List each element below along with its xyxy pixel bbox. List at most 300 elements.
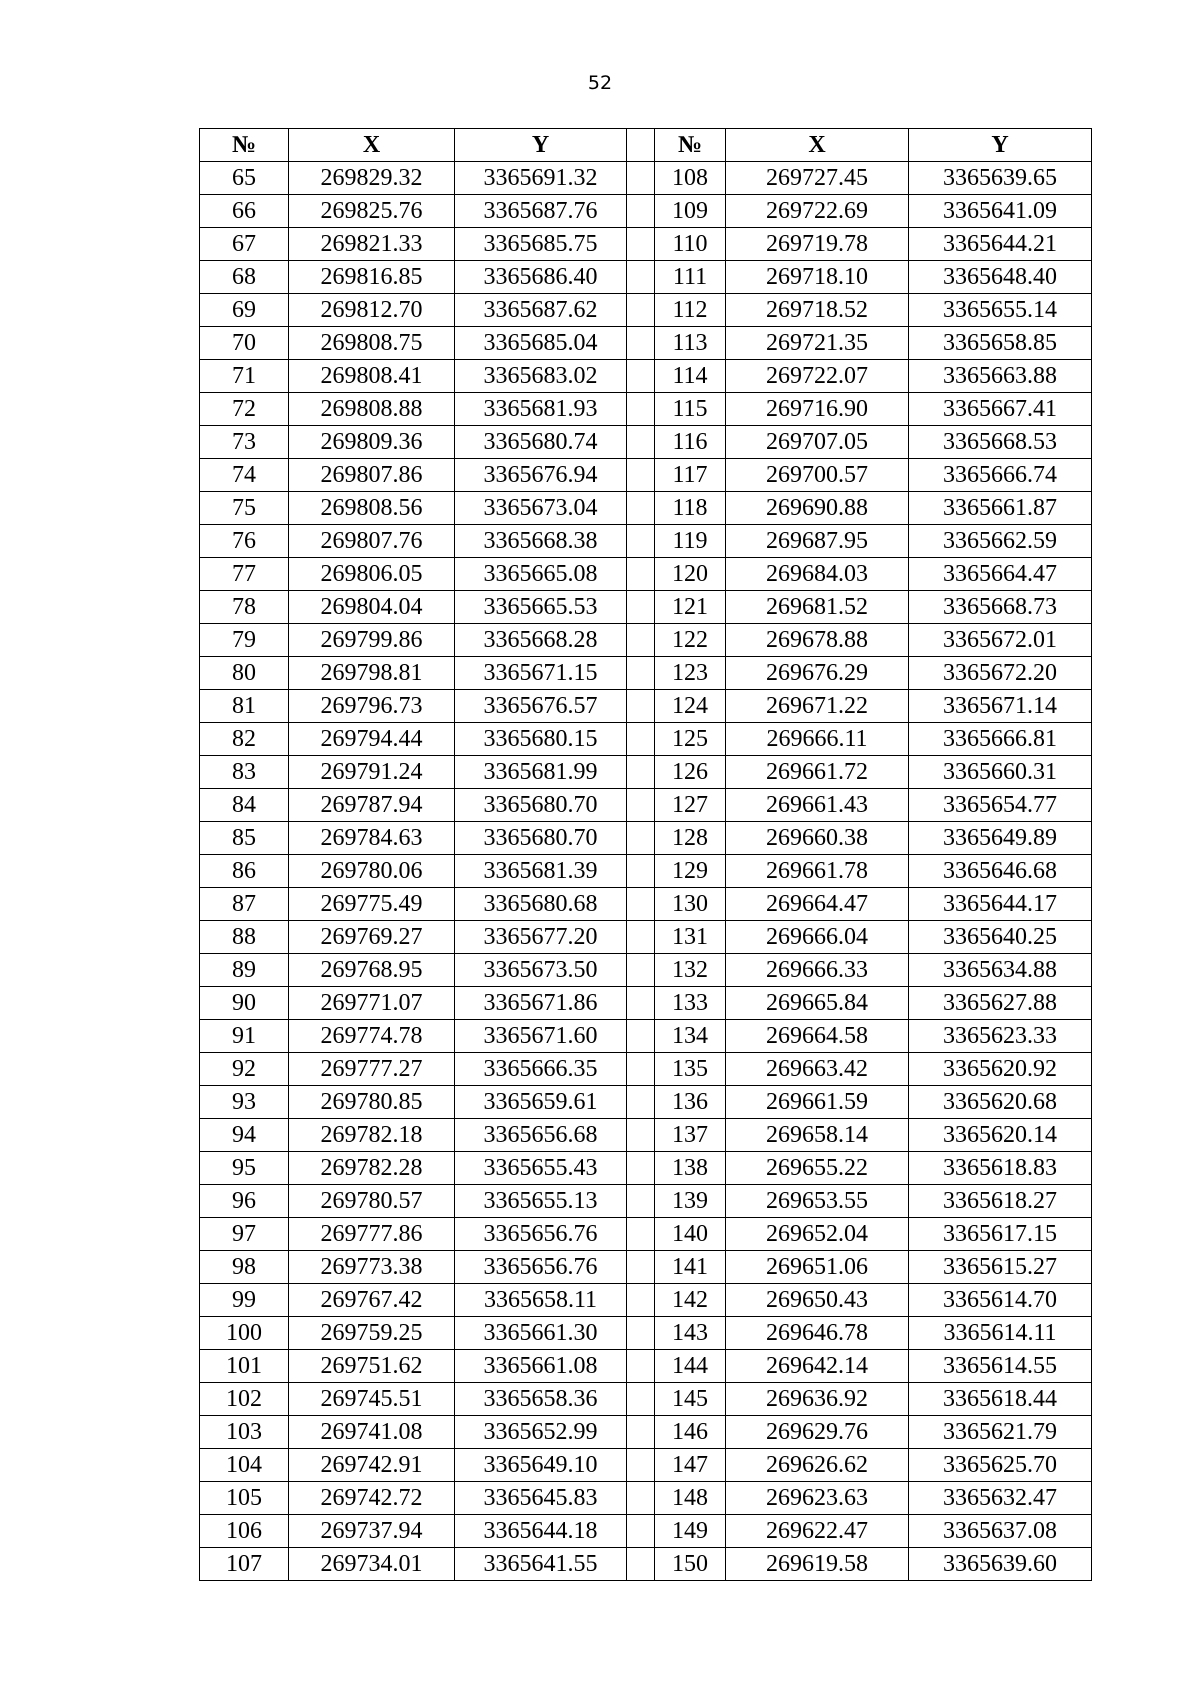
cell-x-left: 269825.76 xyxy=(289,195,455,228)
cell-x-right: 269690.88 xyxy=(726,492,909,525)
cell-y-left: 3365656.76 xyxy=(455,1218,627,1251)
cell-number-left: 69 xyxy=(200,294,289,327)
cell-y-left: 3365668.38 xyxy=(455,525,627,558)
cell-number-left: 81 xyxy=(200,690,289,723)
cell-number-right: 126 xyxy=(655,756,726,789)
cell-separator xyxy=(627,657,655,690)
cell-x-left: 269807.76 xyxy=(289,525,455,558)
cell-y-left: 3365659.61 xyxy=(455,1086,627,1119)
cell-x-left: 269751.62 xyxy=(289,1350,455,1383)
cell-number-right: 143 xyxy=(655,1317,726,1350)
table-row xyxy=(200,261,1092,294)
cell-separator xyxy=(627,1482,655,1515)
cell-y-left: 3365666.35 xyxy=(455,1053,627,1086)
cell-x-right: 269700.57 xyxy=(726,459,909,492)
cell-y-left: 3365680.74 xyxy=(455,426,627,459)
cell-y-right: 3365620.92 xyxy=(909,1053,1092,1086)
cell-x-left: 269759.25 xyxy=(289,1317,455,1350)
table-row xyxy=(200,426,1092,459)
cell-x-right: 269664.58 xyxy=(726,1020,909,1053)
table-row xyxy=(200,1383,1092,1416)
cell-number-right: 150 xyxy=(655,1548,726,1581)
cell-y-right: 3365660.31 xyxy=(909,756,1092,789)
cell-y-left: 3365661.30 xyxy=(455,1317,627,1350)
table-header-row xyxy=(200,129,1092,162)
cell-x-left: 269806.05 xyxy=(289,558,455,591)
table-row xyxy=(200,855,1092,888)
cell-x-right: 269684.03 xyxy=(726,558,909,591)
cell-x-right: 269716.90 xyxy=(726,393,909,426)
cell-x-right: 269660.38 xyxy=(726,822,909,855)
cell-y-left: 3365658.11 xyxy=(455,1284,627,1317)
table-row xyxy=(200,1152,1092,1185)
cell-number-left: 102 xyxy=(200,1383,289,1416)
cell-y-left: 3365691.32 xyxy=(455,162,627,195)
cell-number-left: 67 xyxy=(200,228,289,261)
cell-x-left: 269771.07 xyxy=(289,987,455,1020)
cell-number-right: 112 xyxy=(655,294,726,327)
cell-separator xyxy=(627,1515,655,1548)
table-body xyxy=(200,162,1092,1581)
table-row xyxy=(200,1284,1092,1317)
table-row xyxy=(200,1515,1092,1548)
cell-separator xyxy=(627,1548,655,1581)
cell-x-left: 269777.86 xyxy=(289,1218,455,1251)
cell-number-right: 138 xyxy=(655,1152,726,1185)
cell-separator xyxy=(627,459,655,492)
header-y-left: Y xyxy=(455,129,627,162)
cell-y-left: 3365671.15 xyxy=(455,657,627,690)
cell-number-left: 77 xyxy=(200,558,289,591)
cell-x-right: 269678.88 xyxy=(726,624,909,657)
cell-separator xyxy=(627,1350,655,1383)
cell-x-left: 269784.63 xyxy=(289,822,455,855)
cell-separator xyxy=(627,822,655,855)
cell-number-left: 93 xyxy=(200,1086,289,1119)
cell-x-right: 269629.76 xyxy=(726,1416,909,1449)
cell-separator xyxy=(627,228,655,261)
cell-x-left: 269829.32 xyxy=(289,162,455,195)
cell-y-right: 3365634.88 xyxy=(909,954,1092,987)
cell-x-right: 269727.45 xyxy=(726,162,909,195)
table-row xyxy=(200,954,1092,987)
table-row xyxy=(200,459,1092,492)
cell-y-left: 3365681.93 xyxy=(455,393,627,426)
cell-y-left: 3365676.94 xyxy=(455,459,627,492)
cell-x-left: 269799.86 xyxy=(289,624,455,657)
cell-y-right: 3365639.65 xyxy=(909,162,1092,195)
cell-y-right: 3365617.15 xyxy=(909,1218,1092,1251)
cell-x-right: 269721.35 xyxy=(726,327,909,360)
cell-y-right: 3365663.88 xyxy=(909,360,1092,393)
table-row xyxy=(200,228,1092,261)
cell-number-right: 114 xyxy=(655,360,726,393)
cell-number-right: 116 xyxy=(655,426,726,459)
cell-number-right: 145 xyxy=(655,1383,726,1416)
cell-x-right: 269719.78 xyxy=(726,228,909,261)
cell-separator xyxy=(627,888,655,921)
cell-y-right: 3365614.70 xyxy=(909,1284,1092,1317)
cell-x-right: 269619.58 xyxy=(726,1548,909,1581)
cell-x-left: 269794.44 xyxy=(289,723,455,756)
cell-y-right: 3365614.55 xyxy=(909,1350,1092,1383)
cell-y-left: 3365649.10 xyxy=(455,1449,627,1482)
cell-y-right: 3365668.73 xyxy=(909,591,1092,624)
cell-separator xyxy=(627,426,655,459)
table-row xyxy=(200,558,1092,591)
cell-number-left: 66 xyxy=(200,195,289,228)
cell-number-right: 115 xyxy=(655,393,726,426)
cell-number-right: 146 xyxy=(655,1416,726,1449)
cell-number-left: 72 xyxy=(200,393,289,426)
cell-y-left: 3365665.53 xyxy=(455,591,627,624)
cell-y-right: 3365640.25 xyxy=(909,921,1092,954)
header-y-right: Y xyxy=(909,129,1092,162)
cell-number-left: 92 xyxy=(200,1053,289,1086)
cell-y-left: 3365685.04 xyxy=(455,327,627,360)
cell-x-left: 269809.36 xyxy=(289,426,455,459)
cell-y-right: 3365662.59 xyxy=(909,525,1092,558)
cell-y-left: 3365687.62 xyxy=(455,294,627,327)
cell-number-right: 149 xyxy=(655,1515,726,1548)
cell-number-left: 83 xyxy=(200,756,289,789)
cell-x-left: 269812.70 xyxy=(289,294,455,327)
cell-number-right: 135 xyxy=(655,1053,726,1086)
cell-y-right: 3365668.53 xyxy=(909,426,1092,459)
cell-number-right: 124 xyxy=(655,690,726,723)
cell-y-left: 3365680.70 xyxy=(455,822,627,855)
cell-y-left: 3365641.55 xyxy=(455,1548,627,1581)
cell-number-left: 94 xyxy=(200,1119,289,1152)
cell-separator xyxy=(627,1020,655,1053)
cell-number-right: 110 xyxy=(655,228,726,261)
cell-y-right: 3365623.33 xyxy=(909,1020,1092,1053)
cell-number-left: 65 xyxy=(200,162,289,195)
cell-x-right: 269646.78 xyxy=(726,1317,909,1350)
table-row xyxy=(200,756,1092,789)
table-row xyxy=(200,1548,1092,1581)
cell-y-right: 3365667.41 xyxy=(909,393,1092,426)
cell-y-right: 3365615.27 xyxy=(909,1251,1092,1284)
header-separator xyxy=(627,129,655,162)
cell-x-right: 269722.07 xyxy=(726,360,909,393)
cell-number-right: 117 xyxy=(655,459,726,492)
cell-x-left: 269780.57 xyxy=(289,1185,455,1218)
cell-separator xyxy=(627,1383,655,1416)
cell-x-left: 269808.41 xyxy=(289,360,455,393)
cell-y-right: 3365618.83 xyxy=(909,1152,1092,1185)
cell-x-right: 269652.04 xyxy=(726,1218,909,1251)
cell-x-left: 269791.24 xyxy=(289,756,455,789)
table-row xyxy=(200,393,1092,426)
cell-separator xyxy=(627,624,655,657)
cell-y-left: 3365686.40 xyxy=(455,261,627,294)
cell-x-left: 269807.86 xyxy=(289,459,455,492)
cell-x-right: 269636.92 xyxy=(726,1383,909,1416)
cell-y-right: 3365671.14 xyxy=(909,690,1092,723)
cell-y-left: 3365655.13 xyxy=(455,1185,627,1218)
cell-x-left: 269780.06 xyxy=(289,855,455,888)
cell-number-left: 101 xyxy=(200,1350,289,1383)
cell-x-right: 269661.59 xyxy=(726,1086,909,1119)
cell-separator xyxy=(627,1416,655,1449)
table-row xyxy=(200,921,1092,954)
cell-x-right: 269661.72 xyxy=(726,756,909,789)
cell-x-right: 269661.78 xyxy=(726,855,909,888)
cell-number-right: 144 xyxy=(655,1350,726,1383)
table-row xyxy=(200,162,1092,195)
cell-y-right: 3365666.81 xyxy=(909,723,1092,756)
cell-number-right: 140 xyxy=(655,1218,726,1251)
table-row xyxy=(200,1251,1092,1284)
cell-x-right: 269707.05 xyxy=(726,426,909,459)
cell-y-right: 3365621.79 xyxy=(909,1416,1092,1449)
cell-number-right: 120 xyxy=(655,558,726,591)
cell-y-left: 3365676.57 xyxy=(455,690,627,723)
cell-number-right: 147 xyxy=(655,1449,726,1482)
cell-x-right: 269666.33 xyxy=(726,954,909,987)
cell-number-left: 82 xyxy=(200,723,289,756)
cell-separator xyxy=(627,1251,655,1284)
cell-number-right: 119 xyxy=(655,525,726,558)
cell-separator xyxy=(627,360,655,393)
cell-y-left: 3365656.68 xyxy=(455,1119,627,1152)
cell-number-right: 134 xyxy=(655,1020,726,1053)
cell-y-left: 3365658.36 xyxy=(455,1383,627,1416)
cell-y-left: 3365668.28 xyxy=(455,624,627,657)
cell-number-left: 104 xyxy=(200,1449,289,1482)
cell-x-right: 269665.84 xyxy=(726,987,909,1020)
cell-number-right: 108 xyxy=(655,162,726,195)
cell-x-left: 269768.95 xyxy=(289,954,455,987)
cell-y-left: 3365656.76 xyxy=(455,1251,627,1284)
cell-number-right: 127 xyxy=(655,789,726,822)
cell-y-right: 3365672.01 xyxy=(909,624,1092,657)
table-row xyxy=(200,888,1092,921)
cell-number-right: 141 xyxy=(655,1251,726,1284)
table-row xyxy=(200,195,1092,228)
cell-separator xyxy=(627,1053,655,1086)
cell-number-left: 91 xyxy=(200,1020,289,1053)
cell-number-right: 139 xyxy=(655,1185,726,1218)
table-row xyxy=(200,1020,1092,1053)
cell-x-right: 269661.43 xyxy=(726,789,909,822)
cell-x-right: 269653.55 xyxy=(726,1185,909,1218)
cell-separator xyxy=(627,525,655,558)
cell-x-left: 269734.01 xyxy=(289,1548,455,1581)
cell-x-right: 269676.29 xyxy=(726,657,909,690)
page-number: 52 xyxy=(587,72,613,94)
cell-x-right: 269651.06 xyxy=(726,1251,909,1284)
table-row xyxy=(200,657,1092,690)
cell-number-left: 70 xyxy=(200,327,289,360)
cell-number-left: 100 xyxy=(200,1317,289,1350)
cell-number-right: 136 xyxy=(655,1086,726,1119)
cell-x-right: 269623.63 xyxy=(726,1482,909,1515)
cell-number-right: 109 xyxy=(655,195,726,228)
cell-x-left: 269821.33 xyxy=(289,228,455,261)
cell-x-right: 269687.95 xyxy=(726,525,909,558)
table-row xyxy=(200,987,1092,1020)
cell-x-left: 269798.81 xyxy=(289,657,455,690)
cell-x-left: 269808.75 xyxy=(289,327,455,360)
cell-y-left: 3365661.08 xyxy=(455,1350,627,1383)
cell-y-left: 3365673.50 xyxy=(455,954,627,987)
cell-y-left: 3365665.08 xyxy=(455,558,627,591)
cell-y-right: 3365637.08 xyxy=(909,1515,1092,1548)
cell-number-left: 103 xyxy=(200,1416,289,1449)
cell-separator xyxy=(627,987,655,1020)
cell-y-right: 3365625.70 xyxy=(909,1449,1092,1482)
table-row xyxy=(200,360,1092,393)
cell-y-left: 3365645.83 xyxy=(455,1482,627,1515)
cell-number-left: 79 xyxy=(200,624,289,657)
cell-separator xyxy=(627,789,655,822)
cell-x-right: 269658.14 xyxy=(726,1119,909,1152)
cell-x-left: 269769.27 xyxy=(289,921,455,954)
cell-separator xyxy=(627,921,655,954)
cell-number-right: 148 xyxy=(655,1482,726,1515)
table-row xyxy=(200,1185,1092,1218)
header-number-right: № xyxy=(655,129,726,162)
coordinates-table xyxy=(199,128,1092,1581)
cell-y-right: 3365618.27 xyxy=(909,1185,1092,1218)
cell-y-right: 3365614.11 xyxy=(909,1317,1092,1350)
cell-y-left: 3365681.99 xyxy=(455,756,627,789)
cell-separator xyxy=(627,195,655,228)
table-row xyxy=(200,525,1092,558)
cell-number-left: 74 xyxy=(200,459,289,492)
cell-y-right: 3365648.40 xyxy=(909,261,1092,294)
cell-number-right: 113 xyxy=(655,327,726,360)
cell-number-left: 105 xyxy=(200,1482,289,1515)
cell-number-right: 129 xyxy=(655,855,726,888)
cell-number-left: 98 xyxy=(200,1251,289,1284)
cell-separator xyxy=(627,723,655,756)
cell-x-right: 269622.47 xyxy=(726,1515,909,1548)
cell-separator xyxy=(627,162,655,195)
cell-number-right: 118 xyxy=(655,492,726,525)
cell-number-right: 142 xyxy=(655,1284,726,1317)
cell-number-left: 107 xyxy=(200,1548,289,1581)
cell-separator xyxy=(627,756,655,789)
cell-x-left: 269808.88 xyxy=(289,393,455,426)
cell-number-right: 131 xyxy=(655,921,726,954)
cell-y-right: 3365646.68 xyxy=(909,855,1092,888)
cell-y-right: 3365661.87 xyxy=(909,492,1092,525)
cell-number-left: 85 xyxy=(200,822,289,855)
table-row xyxy=(200,723,1092,756)
cell-separator xyxy=(627,1152,655,1185)
cell-separator xyxy=(627,690,655,723)
cell-y-left: 3365680.70 xyxy=(455,789,627,822)
cell-separator xyxy=(627,1218,655,1251)
cell-x-left: 269767.42 xyxy=(289,1284,455,1317)
cell-y-right: 3365620.68 xyxy=(909,1086,1092,1119)
cell-y-right: 3365639.60 xyxy=(909,1548,1092,1581)
cell-x-left: 269742.72 xyxy=(289,1482,455,1515)
cell-y-left: 3365680.15 xyxy=(455,723,627,756)
cell-x-right: 269664.47 xyxy=(726,888,909,921)
cell-number-left: 90 xyxy=(200,987,289,1020)
cell-number-left: 84 xyxy=(200,789,289,822)
cell-y-right: 3365620.14 xyxy=(909,1119,1092,1152)
cell-number-left: 89 xyxy=(200,954,289,987)
cell-x-right: 269722.69 xyxy=(726,195,909,228)
cell-separator xyxy=(627,327,655,360)
header-x-right: X xyxy=(726,129,909,162)
cell-y-right: 3365632.47 xyxy=(909,1482,1092,1515)
cell-y-right: 3365666.74 xyxy=(909,459,1092,492)
table-row xyxy=(200,591,1092,624)
cell-y-left: 3365644.18 xyxy=(455,1515,627,1548)
cell-number-right: 130 xyxy=(655,888,726,921)
cell-x-right: 269642.14 xyxy=(726,1350,909,1383)
table-row xyxy=(200,1119,1092,1152)
cell-number-right: 132 xyxy=(655,954,726,987)
cell-x-left: 269773.38 xyxy=(289,1251,455,1284)
cell-separator xyxy=(627,393,655,426)
cell-separator xyxy=(627,1119,655,1152)
cell-number-right: 128 xyxy=(655,822,726,855)
cell-y-right: 3365644.17 xyxy=(909,888,1092,921)
cell-number-left: 106 xyxy=(200,1515,289,1548)
cell-number-left: 78 xyxy=(200,591,289,624)
cell-y-left: 3365673.04 xyxy=(455,492,627,525)
table-row xyxy=(200,327,1092,360)
cell-number-right: 122 xyxy=(655,624,726,657)
cell-y-left: 3365677.20 xyxy=(455,921,627,954)
cell-number-left: 80 xyxy=(200,657,289,690)
cell-number-right: 137 xyxy=(655,1119,726,1152)
table-row xyxy=(200,1317,1092,1350)
cell-x-right: 269671.22 xyxy=(726,690,909,723)
cell-x-right: 269650.43 xyxy=(726,1284,909,1317)
cell-x-left: 269808.56 xyxy=(289,492,455,525)
cell-x-left: 269796.73 xyxy=(289,690,455,723)
cell-x-right: 269655.22 xyxy=(726,1152,909,1185)
cell-y-right: 3365618.44 xyxy=(909,1383,1092,1416)
cell-x-left: 269804.04 xyxy=(289,591,455,624)
header-x-left: X xyxy=(289,129,455,162)
cell-y-left: 3365652.99 xyxy=(455,1416,627,1449)
cell-x-right: 269626.62 xyxy=(726,1449,909,1482)
header-number-left: № xyxy=(200,129,289,162)
cell-x-left: 269782.28 xyxy=(289,1152,455,1185)
cell-x-right: 269666.04 xyxy=(726,921,909,954)
table-row xyxy=(200,624,1092,657)
cell-x-left: 269774.78 xyxy=(289,1020,455,1053)
cell-number-left: 87 xyxy=(200,888,289,921)
cell-y-left: 3365671.60 xyxy=(455,1020,627,1053)
cell-x-right: 269718.10 xyxy=(726,261,909,294)
table-row xyxy=(200,294,1092,327)
cell-x-left: 269742.91 xyxy=(289,1449,455,1482)
cell-y-right: 3365627.88 xyxy=(909,987,1092,1020)
cell-y-left: 3365685.75 xyxy=(455,228,627,261)
table-row xyxy=(200,822,1092,855)
table-row xyxy=(200,1350,1092,1383)
cell-x-left: 269787.94 xyxy=(289,789,455,822)
cell-x-left: 269777.27 xyxy=(289,1053,455,1086)
cell-number-left: 76 xyxy=(200,525,289,558)
cell-y-left: 3365655.43 xyxy=(455,1152,627,1185)
table-row xyxy=(200,492,1092,525)
cell-number-left: 97 xyxy=(200,1218,289,1251)
cell-number-left: 68 xyxy=(200,261,289,294)
table-row xyxy=(200,1416,1092,1449)
cell-y-left: 3365687.76 xyxy=(455,195,627,228)
